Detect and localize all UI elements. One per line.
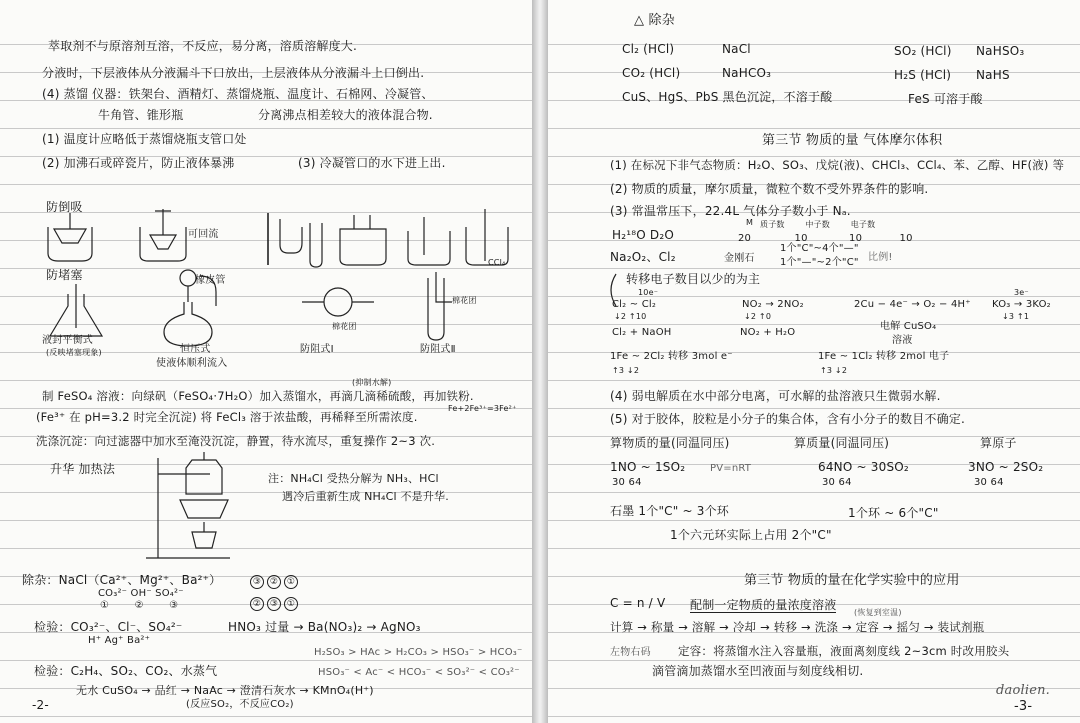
left-page — [0, 0, 532, 723]
sublimation-apparatus — [140, 448, 250, 568]
step-numbers: ① ② ③ — [100, 600, 179, 611]
note-line: (反应SO₂，不反应CO₂) — [186, 699, 294, 710]
note-line: (3) 冷凝管口的水下进上出. — [298, 156, 446, 170]
gas-row: 3NO ~ 2SO₂ — [968, 460, 1044, 474]
impurity-cell: SO₂ (HCl) — [894, 44, 952, 58]
transfer-sub: ↓3 ↑1 — [1002, 312, 1030, 321]
transfer-item: Cl₂ ~ Cl₂ — [612, 299, 657, 310]
transfer-sub: ↓2 ↑10 — [614, 312, 647, 321]
transfer-below: NO₂ + H₂O — [740, 327, 796, 338]
note-line: 滴管滴加蒸馏水至凹液面与刻度线相切. — [652, 664, 864, 678]
note-aside: (抑制水解) — [352, 378, 392, 387]
fig-caption: 防阻式Ⅰ — [300, 344, 334, 355]
anti-block-diagram — [40, 262, 500, 347]
right-page — [548, 0, 1080, 723]
note-line: 石墨 1个"C" ~ 3个环 — [610, 504, 729, 518]
note-line: 1Fe ~ 1Cl₂ 转移 2mol 电子 — [818, 351, 950, 362]
mol-values: 20 10 10 10 — [738, 233, 913, 244]
gas-values: 30 64 — [822, 477, 852, 488]
note-line: (5) 对于胶体，胶粒是小分子的集合体，含有小分子的数目不确定. — [610, 412, 966, 426]
formula: C = n / V — [610, 596, 666, 610]
note-line: HSO₃⁻ < Ac⁻ < HCO₃⁻ < SO₃²⁻ < CO₃²⁻ — [318, 667, 520, 678]
fig-caption: 防阻式Ⅱ — [420, 344, 456, 355]
gas-head: 算物质的量(同温同压) — [610, 436, 730, 450]
note-line: H₂¹⁸O D₂O — [612, 228, 675, 242]
transfer-top: 10e⁻ — [638, 288, 659, 297]
note-line: 比例! — [868, 252, 893, 263]
impurity-cell: CO₂ (HCl) — [622, 66, 681, 80]
transfer-below: 溶液 — [892, 335, 913, 346]
note-line: Na₂O₂、Cl₂ — [610, 250, 676, 264]
fig-caption: 棉花团 — [332, 322, 357, 331]
transfer-top: 3e⁻ — [1014, 288, 1029, 297]
note-line: 牛角管、锥形瓶 — [98, 108, 184, 122]
note-line: 遇冷后重新生成 NH₄Cl 不是升华. — [282, 490, 449, 503]
fig-caption: 棉花团 — [452, 296, 477, 305]
note-line: 注：NH₄Cl 受热分解为 NH₃、HCl — [268, 472, 439, 485]
brand-logo: daolien. — [996, 683, 1051, 698]
gas-head: 算原子 — [980, 436, 1017, 450]
transfer-item: KO₃ → 3KO₂ — [992, 299, 1051, 310]
note-line: 洗涤沉淀：向过滤器中加水至淹没沉淀，静置，待水流尽，重复操作 2~3 次. — [36, 434, 436, 448]
note-line: 金刚石 — [724, 253, 755, 264]
note-line: (2) 物质的质量，摩尔质量，微粒个数不受外界条件的影响. — [610, 182, 929, 196]
fig-label: CCl₄ — [488, 258, 506, 267]
gas-row: 64NO ~ 30SO₂ — [818, 460, 909, 474]
note-line: 1个"—"~2个"C" — [780, 257, 859, 268]
fig-caption: 使液体顺利流入 — [156, 358, 228, 369]
fig-caption: 液封平衡式 — [42, 335, 93, 346]
note-line: 1个环 ~ 6个"C" — [848, 506, 939, 520]
note-line: (4) 蒸馏 仪器：铁架台、酒精灯、蒸馏烧瓶、温度计、石棉网、冷凝管、 — [42, 87, 434, 101]
section-title: 第三节 物质的量 气体摩尔体积 — [762, 133, 943, 148]
impurity-cell: NaCl — [722, 42, 751, 56]
note-line: 1Fe ~ 2Cl₂ 转移 3mol e⁻ — [610, 351, 733, 362]
note-line: 转移电子数目以少的为主 — [626, 272, 761, 286]
note-line: 检验：CO₃²⁻、Cl⁻、SO₄²⁻ — [34, 620, 183, 634]
note-line: 除杂：NaCl（Ca²⁺、Mg²⁺、Ba²⁺） — [22, 573, 222, 587]
transfer-below: Cl₂ + NaOH — [612, 327, 672, 338]
transfer-below: 电解 CuSO₄ — [880, 321, 937, 332]
fig-caption: (反映堵塞现象) — [46, 348, 102, 357]
order-seq: ③ ② ① — [250, 573, 301, 589]
fig-label: 橡皮管 — [195, 275, 226, 286]
note-line: CO₃²⁻ OH⁻ SO₄²⁻ — [98, 588, 184, 599]
impurity-cell: Cl₂ (HCl) — [622, 42, 675, 56]
note-line: (3) 常温常压下，22.4L 气体分子数小于 Nₐ. — [610, 204, 851, 218]
note-line: 配制一定物质的量浓度溶液 — [690, 598, 837, 612]
note-aside: Fe+2Fe³⁺=3Fe²⁺ — [448, 404, 517, 413]
transfer-sub: ↓2 ↑0 — [744, 312, 772, 321]
note-line: HNO₃ 过量 → Ba(NO₃)₂ → AgNO₃ — [228, 620, 421, 634]
fig-caption: 恒压式 — [180, 344, 211, 355]
note-line: 计算 → 称量 → 溶解 → 冷却 → 转移 → 洗涤 → 定容 → 摇匀 → 装试剂瓶 — [610, 620, 985, 634]
note-line: 分离沸点相差较大的液体混合物. — [258, 108, 433, 122]
section-title: 第三节 物质的量在化学实验中的应用 — [744, 573, 960, 588]
note-line: CuS、HgS、PbS 黑色沉淀，不溶于酸 — [622, 90, 833, 104]
note-line: 左物右码 — [610, 647, 651, 658]
order-seq: ② ③ ① — [250, 595, 301, 611]
mol-head-row: 质子数 中子数 电子数 — [760, 220, 876, 229]
note-line: 制 FeSO₄ 溶液：向绿矾（FeSO₄·7H₂O）加入蒸馏水，再滴几滴稀硫酸，再加铁粉. — [42, 389, 474, 403]
note-line: H₂SO₃ > HAc > H₂CO₃ > HSO₃⁻ > HCO₃⁻ — [314, 647, 523, 658]
note-line: (Fe³⁺ 在 pH=3.2 时完全沉淀) 将 FeCl₃ 溶于浓盐酸，再稀释至所需浓度. — [36, 410, 418, 424]
section-title: △ 除杂 — [634, 13, 675, 28]
note-line: 1个六元环实际上占用 2个"C" — [670, 528, 832, 542]
page-number: -3- — [1014, 699, 1033, 714]
mol-head: M — [746, 218, 754, 227]
fig-title: 防堵塞 — [46, 268, 83, 282]
impurity-cell: NaHSO₃ — [976, 44, 1025, 58]
transfer-item: NO₂ → 2NO₂ — [742, 299, 804, 310]
fe-sub: ↑3 ↓2 — [820, 366, 848, 375]
fig-label: 可回流 — [188, 229, 219, 240]
note-line: 萃取剂不与原溶剂互溶，不反应，易分离，溶质溶解度大. — [48, 39, 358, 53]
note-line: 分液时，下层液体从分液漏斗下口放出，上层液体从分液漏斗上口倒出. — [42, 66, 425, 80]
impurity-cell: NaHCO₃ — [722, 66, 772, 80]
impurity-cell: H₂S (HCl) — [894, 68, 952, 82]
page-number: -2- — [32, 698, 49, 712]
note-line: (4) 弱电解质在水中部分电离，可水解的盐溶液只生微弱水解. — [610, 389, 941, 403]
note-line: FeS 可溶于酸 — [908, 92, 983, 106]
note-line: 升华 加热法 — [50, 462, 116, 476]
gas-head: 算质量(同温同压) — [794, 436, 890, 450]
fig-title: 防倒吸 — [46, 200, 83, 214]
fe-sub: ↑3 ↓2 — [612, 366, 640, 375]
gas-values: 30 64 — [612, 477, 642, 488]
note-line: (2) 加沸石或碎瓷片，防止液体暴沸 — [42, 156, 235, 170]
note-line: 检验：C₂H₄、SO₂、CO₂、水蒸气 — [34, 664, 218, 678]
note-line: (1) 温度计应略低于蒸馏烧瓶支管口处 — [42, 132, 247, 146]
transfer-item: 2Cu − 4e⁻ → O₂ − 4H⁺ — [854, 299, 971, 310]
note-line: H⁺ Ag⁺ Ba²⁺ — [88, 635, 151, 646]
note-aside: (恢复到室温) — [854, 608, 902, 617]
note-line: 1个"C"~4个"—" — [780, 243, 859, 254]
gas-values: 30 64 — [974, 477, 1004, 488]
binding-gutter — [532, 0, 548, 723]
gas-row: 1NO ~ 1SO₂ — [610, 460, 686, 474]
impurity-cell: NaHS — [976, 68, 1010, 82]
note-line: 定容：将蒸馏水注入容量瓶，液面离刻度线 2~3cm 时改用胶头 — [678, 644, 1010, 658]
note-line: 无水 CuSO₄ → 品红 → NaAc → 澄清石灰水 → KMnO₄(H⁺) — [76, 684, 374, 697]
gas-row: PV=nRT — [710, 463, 752, 474]
note-line: (1) 在标况下非气态物质：H₂O、SO₃、戊烷(液)、CHCl₃、CCl₄、苯、乙醇、HF(液) 等 — [610, 158, 1065, 172]
